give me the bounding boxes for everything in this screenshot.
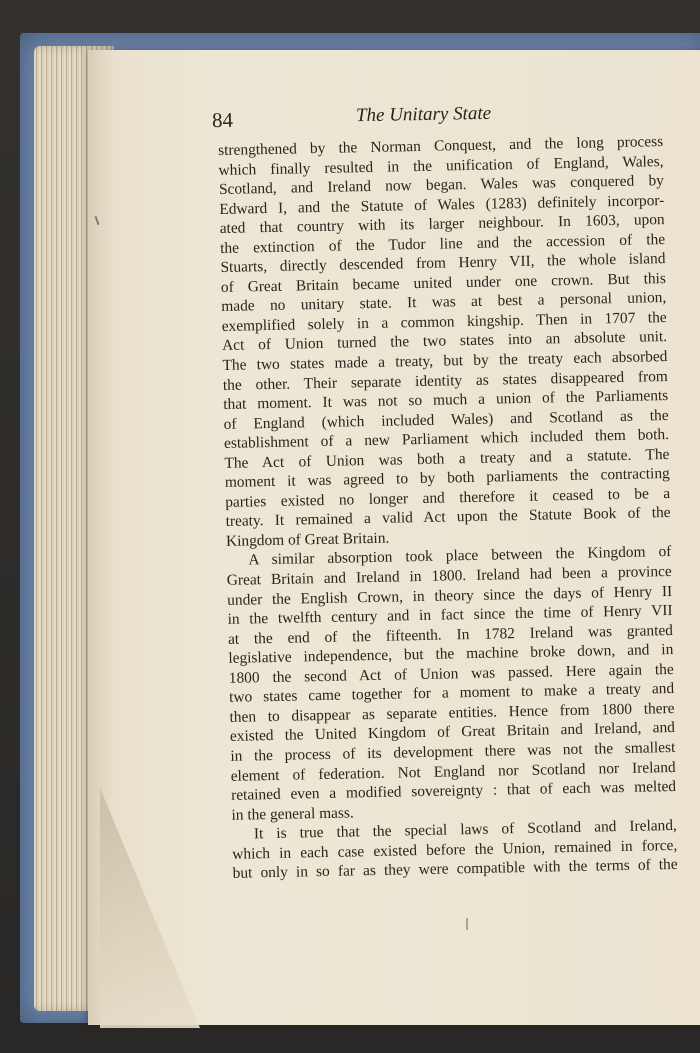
text-line: Kingdom of Great Britain.	[225, 529, 390, 550]
text-line: 1800 the second Act of Union was passed. Here again the	[228, 660, 674, 687]
text-line: of Great Britain became united under one crown. But this	[220, 269, 667, 296]
text-line: of England (which included Wales) and Scotland as the	[223, 406, 669, 433]
text-line: in the twelfth century and in fact since the time of Henry VII	[227, 602, 673, 629]
text-line: made no unitary state. It was at best a personal union,	[221, 289, 667, 316]
text-line: The Act of Union was both a treaty and a statute. The	[224, 445, 670, 472]
text-line: Great Britain and Ireland in 1800. Ireland had been a province	[226, 563, 672, 589]
paper-mark	[466, 918, 468, 930]
text-line: two states came together for a moment to make a treaty and	[229, 680, 675, 707]
text-line: legislative independence, but the machine broke down, and in	[228, 641, 674, 668]
text-line: but only in so far as they were compatible with the terms of the	[232, 856, 678, 883]
text-line: parties existed no longer and therefore it ceased to be a	[225, 484, 671, 511]
text-line: ated that country with its larger neighbour. In 1603, upon	[219, 211, 665, 238]
text-line: strengthened by the Norman Conquest, and the long process	[218, 133, 664, 159]
text-line: which in each case existed before the Union, remained in force,	[232, 836, 678, 863]
text-line: moment it was agreed to by both parliaments the contracting	[224, 465, 670, 492]
page-number: 84	[211, 107, 234, 133]
text-line: exemplified solely in a common kingship. Then in 1707 the	[221, 308, 667, 335]
text-line: that moment. It was not so much a union of the Parliaments	[223, 387, 669, 414]
text-line: Edward I, and the Statute of Wales (1283) definitely incorpor-	[219, 191, 665, 218]
text-line: then to disappear as separate entities. Hence from 1800 there	[229, 699, 675, 726]
text-line: the other. Their separate identity as states disappeared from	[222, 367, 668, 394]
body-text	[218, 132, 678, 884]
text-line: in the general mass.	[231, 804, 354, 824]
text-line: at the end of the fifteenth. In 1782 Ireland was granted	[227, 621, 674, 648]
text-line: Act of Union turned the two states into an absolute unit.	[221, 328, 668, 355]
text-line: the extinction of the Tudor line and the accession of the	[219, 230, 666, 257]
text-line: which finally resulted in the unification of England, Wales,	[218, 152, 664, 179]
text-line: The two states made a treaty, but by the treaty each absorbed	[222, 348, 668, 374]
text-line: Stuarts, directly descended from Henry VII, the whole island	[220, 250, 666, 277]
text-line: A similar absorption took place between the Kingdom of	[248, 543, 672, 569]
text-line: in the process of its development there was not the smallest	[230, 738, 676, 765]
page-header	[212, 104, 664, 134]
text-line: Scotland, and Ireland now began. Wales was conquered by	[218, 172, 665, 199]
text-line: element of federation. Not England nor Scotland nor Ireland	[230, 758, 676, 785]
running-head: The Unitary State	[355, 102, 492, 127]
text-line: establishment of a new Parliament which included them both.	[223, 426, 670, 453]
text-line: It is true that the special laws of Scotland and Ireland,	[253, 817, 678, 843]
text-line: treaty. It remained a valid Act upon the Statute Book of the	[225, 504, 671, 531]
text-line: under the English Crown, in theory since the days of Henry II	[227, 582, 673, 609]
text-line: existed the United Kingdom of Great Britain and Ireland, and	[229, 719, 676, 746]
text-line: retained even a modified sovereignty : that of each was melted	[230, 777, 677, 804]
